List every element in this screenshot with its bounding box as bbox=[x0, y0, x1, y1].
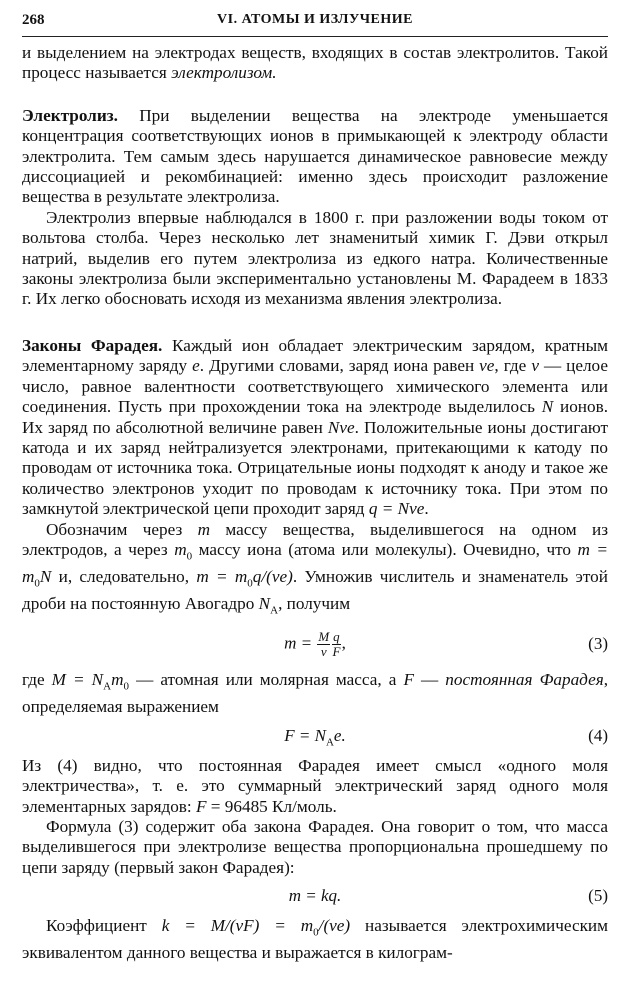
running-title: VI. АТОМЫ И ИЗЛУЧЕНИЕ bbox=[217, 12, 413, 27]
paragraph-mass: Обозначим через m массу вещества, выделившегося на одном из электродов, а через $m_0$ массу иона (атома или молекулы). Очевидно, что $m = m_0N$ и, следовательно, $m = m_0q/(\nu e)$. Умножив числитель и знаменатель этой дроби на постоянную Авогадро $N_A$, получим bbox=[22, 519, 609, 617]
section-heading-electrolysis: Электролиз. bbox=[22, 105, 118, 125]
book-page bbox=[22, 12, 608, 963]
equation-4: $F = N_Ae$. (4) bbox=[284, 725, 608, 749]
paragraph-faraday-laws: Законы Фарадея. Каждый ион обладает электрическим зарядом, кратным элементарному заряду e. Другими словами, заряд иона равен νe, где ν — целое число, равное валентности соответствующего химического элемента или соединения. Пусть при прохождении тока на электроде выделилось N ионов. Их заряд по абсолютной величине равен Nνe. Положительные ионы достигают катода и их заряд нейтрализуется электронами, притекающими к катоду по проводам от источника тока. Отрицательные ионы подходят к аноду и такое же количество электронов уходит по проводам к источнику тока. При этом по замкнутой электрической цепи проходит заряд q = Nνe. bbox=[22, 335, 608, 519]
page-number: 268 bbox=[22, 12, 45, 28]
paragraph-intro: и выделением на электродах веществ, входящих в состав электролитов. Такой процесс называется электролизом. bbox=[22, 43, 608, 83]
equation-number-3: (3) bbox=[588, 634, 608, 654]
paragraph-electrolysis: Электролиз. При выделении вещества на электроде уменьшается концентрация соответствующих ионов в примыкающей к электроду области электролита. Тем самым здесь нарушается динамическое равновесие между диссоциацией и рекомбинацией: именно здесь происходит разложение вещества в результате электролиза. bbox=[22, 105, 608, 207]
paragraph-formula: Формула (3) содержит оба закона Фарадея. Она говорит о том, что масса выделившегося при электролизе вещества пропорциональна прошедшему по цепи заряду (первый закон Фарадея): bbox=[22, 816, 608, 877]
page-header bbox=[22, 12, 608, 36]
fraction-q-over-F: $\frac{q}{F}$ bbox=[332, 629, 341, 660]
fraction-M-over-nu: $\frac{M}{\nu}$ bbox=[318, 629, 330, 660]
paragraph-molar-mass: где $M = N_Am_0$ — атомная или молярная масса, а F — постоянная Фарадея, определяемая выражением bbox=[22, 670, 608, 717]
section-heading-faraday-laws: Законы Фарадея. bbox=[22, 335, 163, 355]
paragraph-history: Электролиз впервые наблюдался в 1800 г. при разложении воды током от вольтова столба. Через несколько лет знаменитый химик Г. Дэви открыл натрий, выделив его путем электролиза из едкого натра. Количественные законы электролиза были экспериментально установлены М. Фарадеем в 1833 г. Их легко обосновать исходя из механизма явления электролиза. bbox=[22, 207, 608, 309]
paragraph-coefficient: Коэффициент $k = M/(\nu F) = m_0/(\nu e)$ называется электрохимическим эквивалентом данного вещества и выражается в килограм- bbox=[22, 916, 609, 962]
equation-number-4: (4) bbox=[588, 725, 608, 745]
paragraph-faraday-constant: Из (4) видно, что постоянная Фарадея имеет смысл «одного моля электричества», т. е. это суммарный электрический заряд одного моля элементарных зарядов: F = 96485 Кл/моль. bbox=[22, 755, 608, 816]
equation-number-5: (5) bbox=[588, 886, 608, 906]
equation-3: m = $\frac{M}{\nu}$ $\frac{q}{F}$ , (3) bbox=[284, 629, 608, 660]
equation-5: m = kq. (5) bbox=[288, 886, 608, 906]
